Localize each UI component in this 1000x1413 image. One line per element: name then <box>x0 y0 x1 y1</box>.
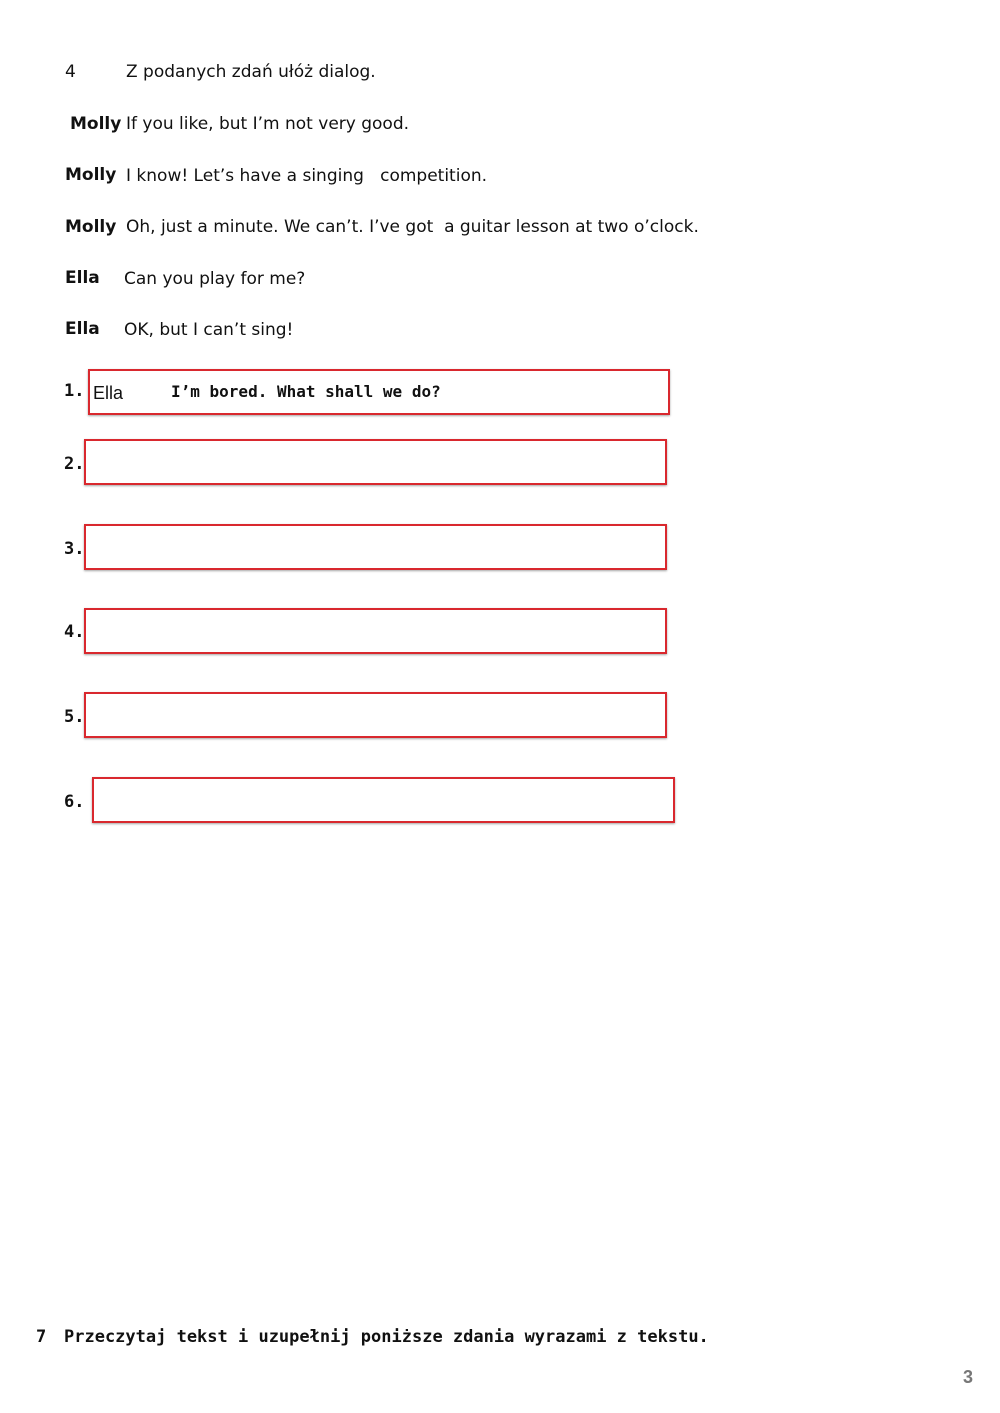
dialog-line: OK, but I can’t sing! <box>124 320 294 340</box>
answer-text: I’m bored. What shall we do? <box>171 382 441 401</box>
dialog-speaker: Molly <box>70 114 122 134</box>
answer-box-5[interactable] <box>84 692 667 738</box>
dialog-line: I know! Let’s have a singing competition. <box>126 166 488 186</box>
answer-number: 4. <box>64 622 85 642</box>
dialog-line: Can you play for me? <box>124 269 306 289</box>
page-number: 3 <box>963 1367 974 1387</box>
answer-number: 5. <box>64 707 85 727</box>
dialog-speaker: Ella <box>65 268 100 288</box>
answer-box-6[interactable] <box>92 777 675 823</box>
answer-number: 2. <box>64 454 85 474</box>
answer-number: 6. <box>64 792 85 812</box>
answer-box-4[interactable] <box>84 608 667 654</box>
dialog-speaker: Molly <box>65 165 117 185</box>
answer-speaker: Ella <box>93 383 124 403</box>
dialog-speaker: Molly <box>65 217 117 237</box>
section-7-number: 7 <box>36 1327 47 1347</box>
dialog-line: If you like, but I’m not very good. <box>126 114 410 134</box>
exercise-number: 4 <box>65 62 76 82</box>
answer-number: 1. <box>64 381 85 401</box>
exercise-instruction: Z podanych zdań ułóż dialog. <box>126 62 376 82</box>
dialog-line: Oh, just a minute. We can’t. I’ve got a guitar lesson at two o’clock. <box>126 217 699 237</box>
answer-box-2[interactable] <box>84 439 667 485</box>
section-7-instruction: Przeczytaj tekst i uzupełnij poniższe zdania wyrazami z tekstu. <box>64 1327 709 1347</box>
answer-number: 3. <box>64 539 85 559</box>
dialog-speaker: Ella <box>65 319 100 339</box>
answer-box-1[interactable] <box>88 369 670 415</box>
answer-box-3[interactable] <box>84 524 667 570</box>
